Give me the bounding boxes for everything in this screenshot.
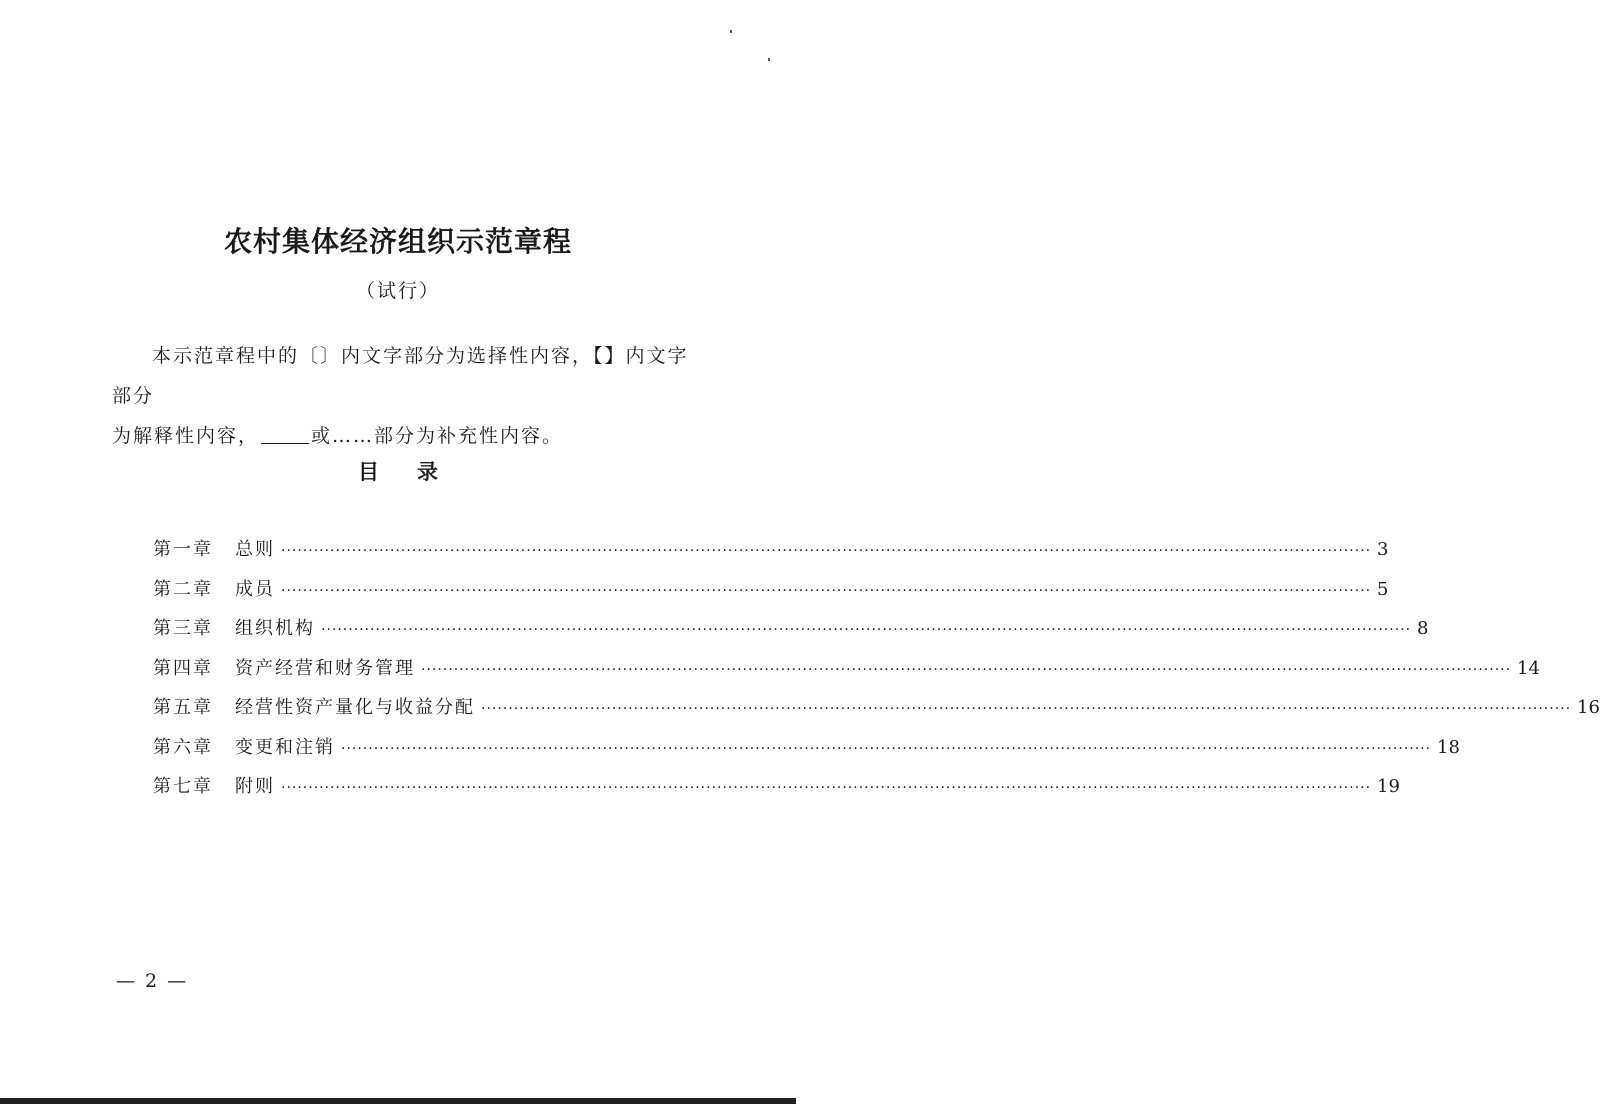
toc-chapter: 第一章 [153, 539, 213, 560]
toc-leader-dots: ········································································································································································································ [341, 740, 1432, 757]
document-title: 农村集体经济组织示范章程 [223, 225, 572, 258]
scan-speck [768, 58, 770, 61]
table-of-contents [153, 535, 1600, 812]
intro-paragraph [112, 336, 692, 456]
toc-page-number: 18 [1437, 736, 1460, 758]
toc-page-number: 14 [1517, 657, 1540, 679]
toc-leader-dots: ········································································································································································································ [281, 543, 1372, 559]
toc-entry[interactable] [153, 654, 1540, 694]
toc-entry[interactable] [153, 575, 1389, 615]
toc-leader-dots: ········································································································································································································ [281, 780, 1372, 796]
toc-title: 组织机构 [235, 618, 315, 639]
toc-page-number: 8 [1417, 618, 1429, 639]
toc-chapter: 第二章 [153, 578, 213, 600]
toc-entry[interactable] [153, 733, 1460, 773]
toc-title: 经营性资产量化与收益分配 [235, 697, 475, 718]
toc-leader-dots: ········································································································································································································ [481, 701, 1572, 717]
toc-entry[interactable] [153, 693, 1600, 733]
toc-title: 总则 [235, 539, 275, 560]
toc-title: 成员 [235, 578, 275, 600]
toc-leader-dots: ········································································································································································································ [421, 661, 1512, 678]
toc-title: 附则 [235, 776, 275, 797]
toc-page-number: 16 [1577, 697, 1600, 718]
toc-chapter: 第六章 [153, 736, 213, 758]
toc-entry[interactable] [153, 772, 1400, 812]
scan-speck [730, 30, 732, 33]
toc-page-number: 19 [1377, 776, 1400, 797]
intro-line-2-start: 为解释性内容， [112, 425, 260, 447]
toc-entry[interactable] [153, 614, 1429, 654]
intro-line-2 [112, 416, 692, 456]
toc-leader-dots: ········································································································································································································ [281, 582, 1372, 599]
toc-chapter: 第七章 [153, 776, 213, 797]
toc-chapter: 第五章 [153, 697, 213, 718]
scan-edge [0, 1098, 796, 1104]
intro-line-1: 本示范章程中的〔〕内文字部分为选择性内容，【】内文字部分 [112, 345, 689, 407]
intro-line-2-end: 或……部分为补充性内容。 [311, 425, 564, 447]
fill-in-blank [261, 425, 309, 444]
toc-leader-dots: ········································································································································································································ [321, 622, 1412, 638]
toc-title: 变更和注销 [235, 736, 335, 758]
toc-title: 资产经营和财务管理 [235, 657, 415, 679]
toc-heading: 目录 [358, 460, 476, 484]
toc-entry[interactable] [153, 535, 1389, 575]
toc-chapter: 第四章 [153, 657, 213, 679]
toc-page-number: 3 [1377, 539, 1389, 560]
page-number: — 2 — [116, 970, 189, 992]
toc-page-number: 5 [1377, 578, 1389, 600]
document-subtitle: （试行） [355, 280, 440, 302]
toc-chapter: 第三章 [153, 618, 213, 639]
